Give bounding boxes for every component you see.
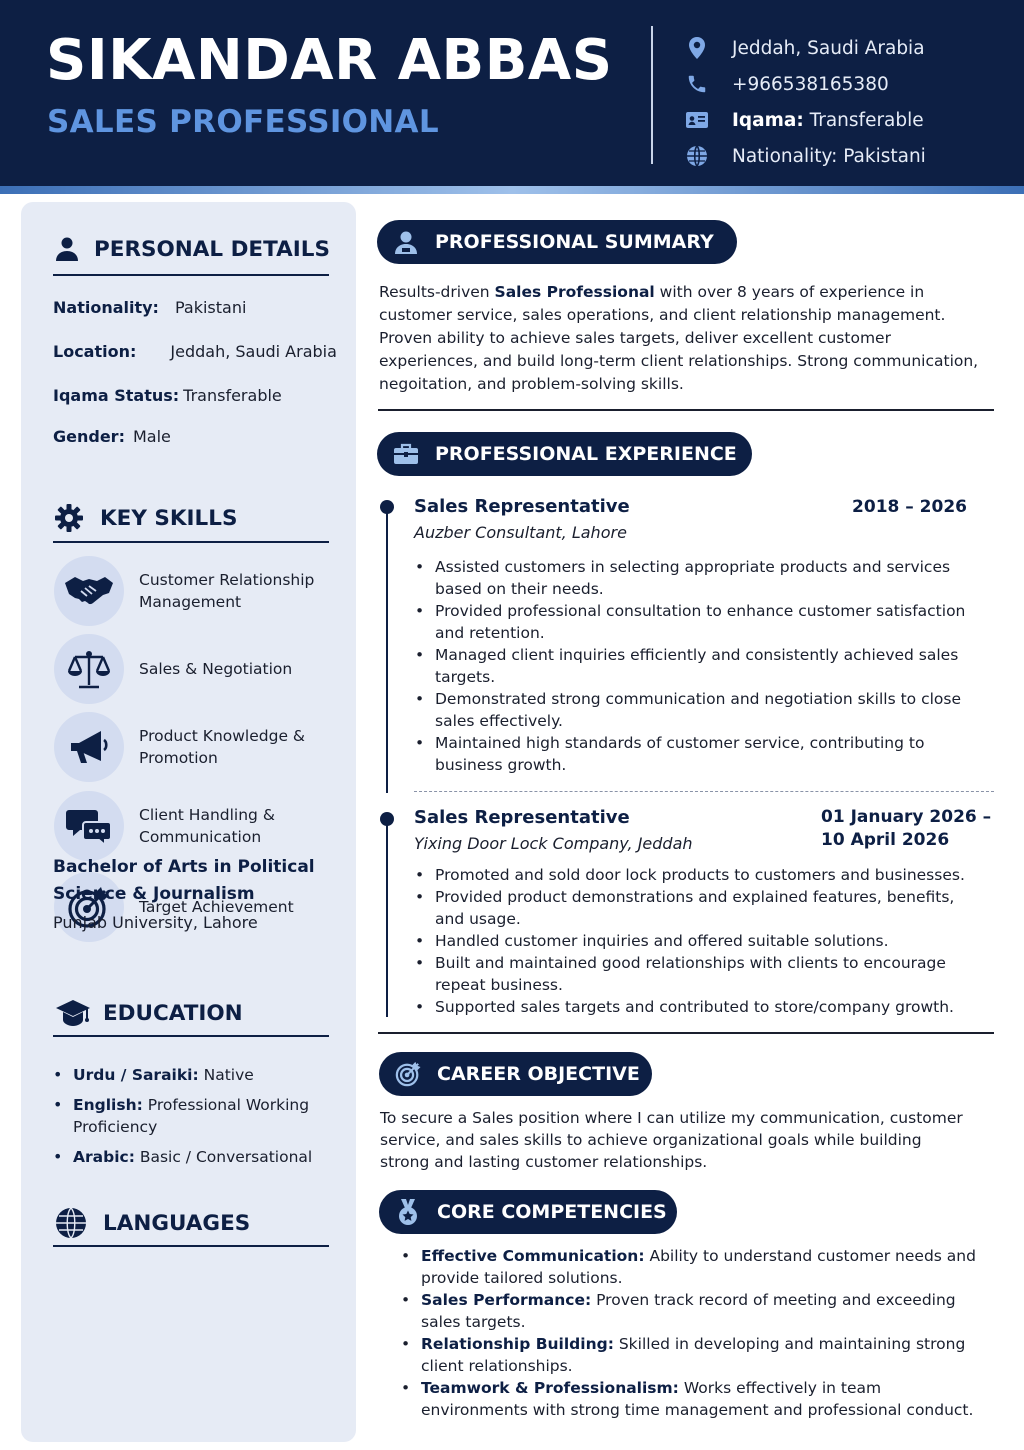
- timeline-dot: [380, 500, 394, 514]
- contact-phone-text: +966538165380: [732, 73, 889, 95]
- list-item: • Arabic: Basic / Conversational: [53, 1146, 343, 1168]
- list-item: • Assisted customers in selecting appropriate products and services based on their needs.: [414, 556, 974, 600]
- skill-item: Product Knowledge & Promotion: [54, 712, 319, 782]
- header-divider: [651, 26, 653, 164]
- briefcase-icon: [393, 441, 419, 467]
- personal-details-heading: PERSONAL DETAILS: [54, 236, 330, 262]
- list-item: • English: Professional Working Proficiency: [53, 1094, 343, 1138]
- education-school: Punjab University, Lahore: [53, 913, 258, 932]
- chat-bubbles-icon: [54, 791, 124, 861]
- job-date: 01 January 2026 – 10 April 2026: [821, 807, 992, 850]
- key-skills-heading: KEY SKILLS: [54, 503, 237, 533]
- job-date: 2018 – 2026: [852, 497, 967, 517]
- contact-nationality-text: Nationality: Pakistani: [732, 145, 926, 167]
- section-divider: [378, 1032, 994, 1034]
- job-title: Sales Representative: [414, 807, 630, 828]
- timeline-line: [386, 819, 388, 1017]
- list-item: • Maintained high standards of customer service, contributing to business growth.: [414, 732, 974, 776]
- scales-icon: [54, 634, 124, 704]
- pd-nationality: Nationality: Pakistani: [53, 298, 247, 317]
- pd-iqama: Iqama Status: Transferable: [53, 386, 282, 405]
- globe-icon: [684, 143, 710, 169]
- header-accent-stripe: [0, 186, 1024, 194]
- user-badge-icon: [393, 229, 419, 255]
- handshake-icon: [54, 556, 124, 626]
- gear-icon: [54, 503, 84, 533]
- job-company: Auzber Consultant, Lahore: [414, 523, 627, 542]
- objective-text: To secure a Sales position where I can utilize my communication, customer service, and sales skills to achieve organizational goals while building strong and lasting customer relationships.: [380, 1109, 963, 1171]
- competencies-heading: CORE COMPETENCIES: [379, 1190, 677, 1234]
- list-item: • Demonstrated strong communication and negotiation skills to close sales effectively.: [414, 688, 974, 732]
- list-item: • Managed client inquiries efficiently and consistently achieved sales targets.: [414, 644, 974, 688]
- education-rule: [53, 1035, 329, 1037]
- phone-icon: [684, 71, 710, 97]
- list-item: • Built and maintained good relationships with clients to encourage repeat business.: [414, 952, 984, 996]
- objective-heading: CAREER OBJECTIVE: [379, 1052, 652, 1096]
- job-bullets: [414, 864, 984, 1018]
- person-icon: [54, 236, 80, 262]
- megaphone-icon: [54, 712, 124, 782]
- competencies-list: [400, 1245, 980, 1421]
- list-item: • Handled customer inquiries and offered suitable solutions.: [414, 930, 984, 952]
- list-item: • Provided professional consultation to enhance customer satisfaction and retention.: [414, 600, 974, 644]
- location-pin-icon: [684, 35, 710, 61]
- list-item: • Sales Performance: Proven track record of meeting and exceeding sales targets.: [400, 1289, 980, 1333]
- job-bullets: [414, 556, 974, 776]
- skill-item: Sales & Negotiation: [54, 634, 319, 704]
- skill-item: Client Handling & Communication: [54, 791, 319, 861]
- list-item: • Supported sales targets and contributed to store/company growth.: [414, 996, 984, 1018]
- contact-nationality: [684, 138, 1014, 174]
- skill-item: Target Achievement: [54, 872, 319, 942]
- list-item: • Urdu / Saraiki: Native: [53, 1064, 343, 1086]
- pd-gender: Gender: Male: [53, 427, 171, 446]
- list-item: • Promoted and sold door lock products to customers and businesses.: [414, 864, 984, 886]
- skill-item: Customer Relationship Management: [54, 556, 319, 626]
- contact-iqama-label: Iqama:: [732, 109, 804, 131]
- contact-iqama-value: Transferable: [803, 109, 924, 131]
- languages-heading: LANGUAGES: [55, 1207, 250, 1239]
- list-item: • Relationship Building: Skilled in developing and maintaining strong client relationships.: [400, 1333, 980, 1377]
- job-company: Yixing Door Lock Company, Jeddah: [414, 834, 693, 853]
- section-divider: [378, 409, 994, 411]
- candidate-title: SALES PROFESSIONAL: [47, 104, 439, 140]
- education-degree: Bachelor of Arts in Political Science & Journalism: [53, 857, 315, 904]
- languages-list: [53, 1064, 343, 1176]
- contact-list: [684, 30, 1014, 174]
- target-icon: [395, 1061, 421, 1087]
- list-item: • Provided product demonstrations and explained features, benefits, and usage.: [414, 886, 984, 930]
- timeline-line: [386, 508, 388, 793]
- job-title: Sales Representative: [414, 496, 630, 517]
- pd-location: Location: Jeddah, Saudi Arabia: [53, 342, 337, 361]
- contact-phone: [684, 66, 1014, 102]
- contact-location: [684, 30, 1014, 66]
- job-separator: [414, 791, 994, 792]
- id-card-icon: [684, 107, 710, 133]
- personal-details-rule: [53, 274, 329, 276]
- list-item: • Effective Communication: Ability to understand customer needs and provide tailored solutions.: [400, 1245, 980, 1289]
- candidate-name: SIKANDAR ABBAS: [46, 28, 613, 93]
- languages-rule: [53, 1245, 329, 1247]
- experience-heading: PROFESSIONAL EXPERIENCE: [377, 432, 752, 476]
- timeline-dot: [380, 812, 394, 826]
- globe-icon: [55, 1207, 87, 1239]
- graduation-cap-icon: [55, 998, 91, 1028]
- contact-iqama: [684, 102, 1014, 138]
- key-skills-rule: [53, 541, 329, 543]
- list-item: • Teamwork & Professionalism: Works effectively in team environments with strong time management and professional conduct.: [400, 1377, 980, 1421]
- medal-icon: [395, 1199, 421, 1225]
- contact-location-text: Jeddah, Saudi Arabia: [732, 37, 925, 59]
- summary-text: Results-driven Sales Professional with over 8 years of experience in customer service, sales operations, and client relationship management. Proven ability to achieve sales targets, deliver excellent customer experiences, and build long-term client relationships. Strong communication, negoitation, and problem-solving skills.: [379, 283, 979, 393]
- summary-heading: PROFESSIONAL SUMMARY: [377, 220, 737, 264]
- education-heading: EDUCATION: [55, 998, 243, 1028]
